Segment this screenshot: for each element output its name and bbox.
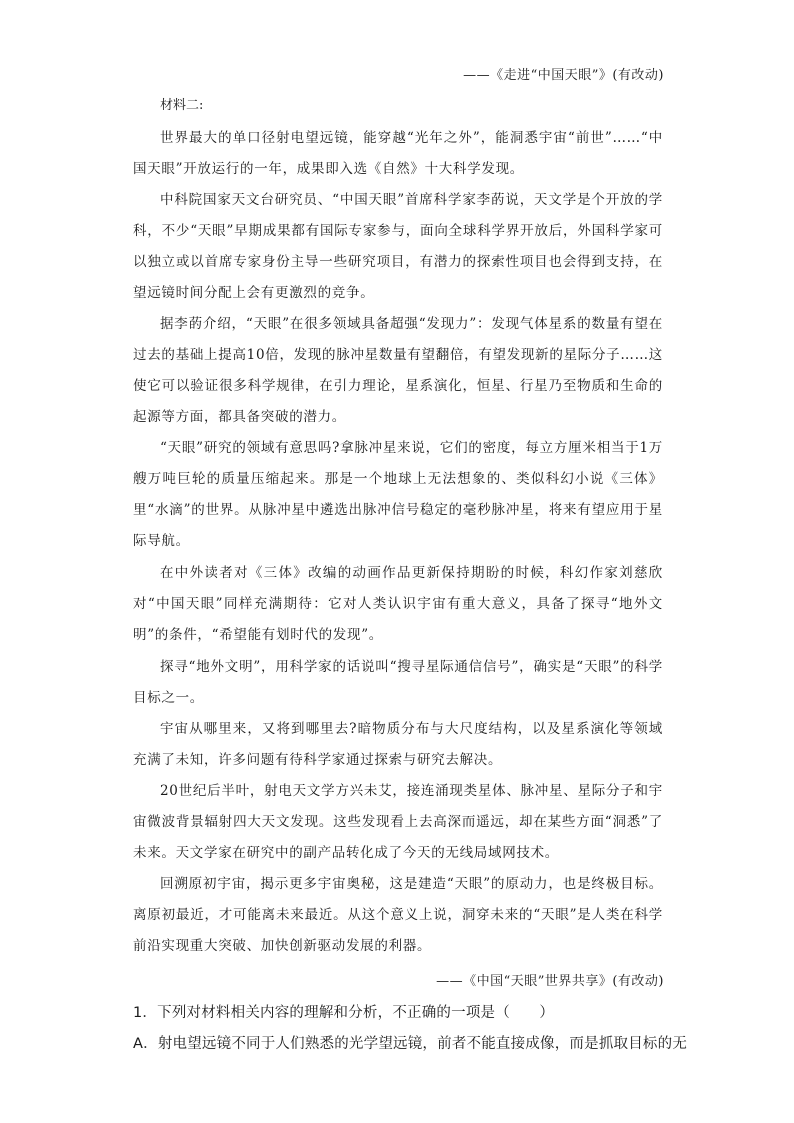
- paragraph-5: 在中外读者对《三体》改编的动画作品更新保持期盼的时候，科幻作家刘慈欣对“中国天眼”同样充满期待：它对人类认识宇宙有重大意义，具备了探寻“地外文明”的条件，“希望能有划时代的发现”。: [133, 565, 663, 644]
- paragraph-4: “天眼”研究的领域有意思吗?拿脉冲星来说，它们的密度，每立方厘米相当于1万艘万吨巨轮的质量压缩起来。那是一个地球上无法想象的、类似科幻小说《三体》里“水滴”的世界。从脉冲星中遴选出脉冲信号稳定的毫秒脉冲星，将来有望应用于星际导航。: [133, 440, 663, 550]
- material-label: 材料二:: [160, 98, 204, 113]
- paragraph-3: 据李菂介绍，“天眼”在很多领域具备超强“发现力”：发现气体星系的数量有望在过去的基础上提高10倍，发现的脉冲星数量有望翻倍，有望发现新的星际分子……这使它可以验证很多科学规律，在引力理论，星系演化，恒星、行星乃至物质和生命的起源等方面，都具备突破的潜力。: [133, 316, 663, 426]
- question-option-a: A．射电望远镜不同于人们熟悉的光学望远镜，前者不能直接成像，而是抓取目标的无: [133, 1036, 688, 1052]
- paragraph-9: 回溯原初宇宙，揭示更多宇宙奥秘，这是建造“天眼”的原动力，也是终极目标。离原初最近，才可能离未来最近。从这个意义上说，洞穿未来的“天眼”是人类在科学前沿实现重大突破、加快创新驱动发展的利器。: [133, 876, 663, 955]
- paragraph-6: 探寻“地外文明”，用科学家的话说叫“搜寻星际通信信号”，确实是“天眼”的科学目标之一。: [133, 659, 663, 707]
- source-attribution-2: ——《中国“天眼”世界共享》(有改动): [436, 974, 664, 989]
- paragraph-8: 20世纪后半叶，射电天文学方兴未艾，接连涌现类星体、脉冲星、星际分子和宇宙微波背景辐射四大天文发现。这些发现看上去高深而遥远，却在某些方面“洞悉”了未来。天文学家在研究中的副产品转化成了今天的无线局域网技术。: [133, 783, 663, 862]
- source-attribution-1: ——《走进“中国天眼”》(有改动): [463, 68, 664, 83]
- paragraph-1: 世界最大的单口径射电望远镜，能穿越“光年之外”，能洞悉宇宙“前世”……“中国天眼”开放运行的一年，成果即入选《自然》十大科学发现。: [133, 130, 663, 178]
- paragraph-7: 宇宙从哪里来，又将到哪里去?暗物质分布与大尺度结构，以及星系演化等领域充满了未知，许多问题有待科学家通过探索与研究去解决。: [133, 721, 663, 769]
- paragraph-2: 中科院国家天文台研究员、“中国天眼”首席科学家李菂说，天文学是个开放的学科，不少“天眼”早期成果都有国际专家参与，面向全球科学界开放后，外国科学家可以独立或以首席专家身份主导一些研究项目，有潜力的探索性项目也会得到支持，在望远镜时间分配上会有更激烈的竞争。: [133, 192, 663, 302]
- question-stem: 1．下列对材料相关内容的理解和分析，不正确的一项是（ ）: [133, 1005, 555, 1021]
